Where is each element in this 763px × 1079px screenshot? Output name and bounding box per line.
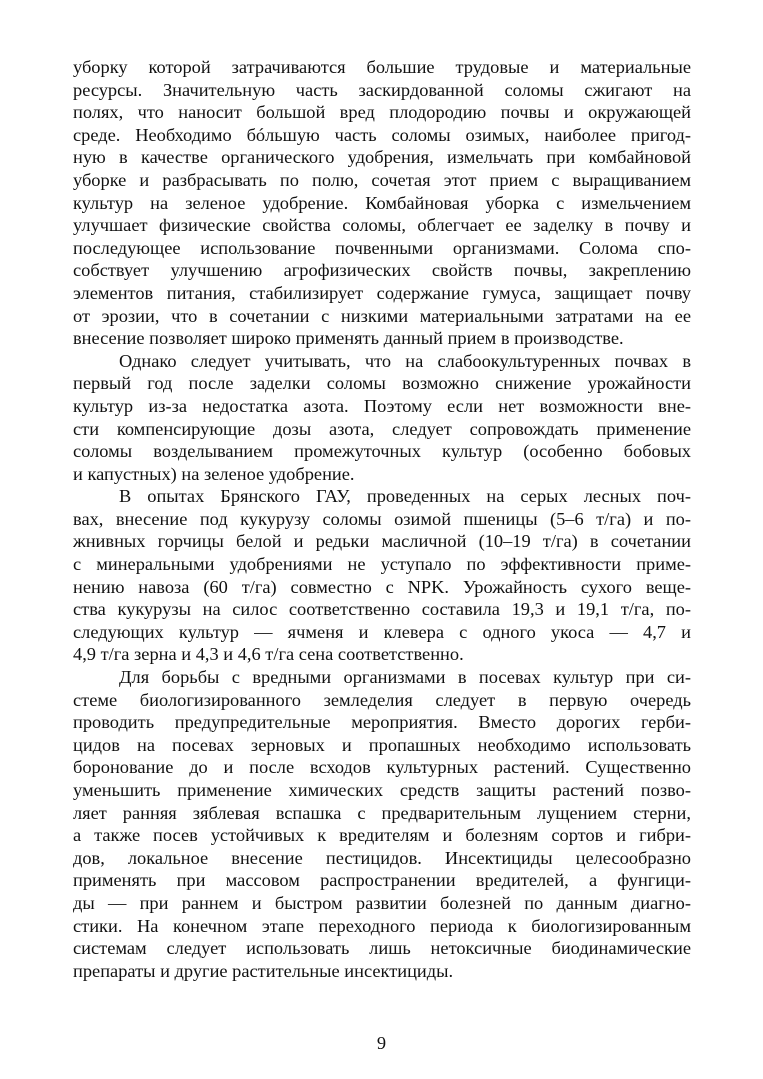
text-line: Однако следует учитывать, что на слабоокультуренных почвах в [119,350,691,371]
text-line: боронование до и после всходов культурных растений. Существенно [73,757,691,778]
text-line: улучшает физические свойства соломы, облегчает ее заделку в почву и [73,215,691,236]
text-line: цидов на посевах зерновых и пропашных необходимо использовать [73,734,691,755]
text-line: собствует улучшению агрофизических свойств почвы, закреплению [73,260,691,281]
text-line: ляет ранняя зяблевая вспашка с предварительным лущением стерни, [73,802,691,823]
text-line: последующее использование почвенными организмами. Солома спо- [73,237,691,258]
paragraph-1 [73,56,691,350]
text-line: системам следует использовать лишь нетоксичные биодинамические [73,938,691,959]
text-line: и капустных) на зеленое удобрение. [73,463,355,484]
text-line: препараты и другие растительные инсектициды. [73,960,454,981]
text-line: 4,9 т/га зерна и 4,3 и 4,6 т/га сена соответственно. [73,644,464,665]
text-line: культур на зеленое удобрение. Комбайновая уборка с измельчением [73,192,691,213]
text-line: стики. На конечном этапе переходного периода к биологизированным [73,915,691,936]
text-line: дов, локальное внесение пестицидов. Инсектициды целесообразно [73,847,691,868]
paragraph-3 [73,485,691,666]
text-line: сти компенсирующие дозы азота, следует сопровождать применение [73,418,691,439]
text-line: следующих культур — ячменя и клевера с одного укоса — 4,7 и [73,621,691,642]
text-line: уменьшить применение химических средств защиты растений позво- [73,780,691,800]
text-line: ды — при раннем и быстром развитии болезней по данным диагно- [73,892,691,913]
text-line: жнивных горчицы белой и редьки масличной (10–19 т/га) в сочетании [73,531,691,552]
page-number: 9 [376,1033,387,1053]
text-line: внесение позволяет широко применять данный прием в производстве. [73,328,624,349]
text-line: вах, внесение под кукурузу соломы озимой пшеницы (5–6 т/га) и по- [73,508,691,529]
text-line: соломы возделыванием промежуточных культур (особенно бобовых [73,441,691,462]
paragraph-2 [73,350,691,486]
page-body [73,56,691,982]
text-line: В опытах Брянского ГАУ, проведенных на серых лесных поч- [119,486,691,507]
text-line: уборку которой затрачиваются большие трудовые и материальные [73,57,691,77]
text-line: среде. Необходимо бóльшую часть соломы озимых, наиболее пригод- [73,124,691,145]
text-line: применять при массовом распространении вредителей, а фунгици- [73,870,691,891]
text-line: ресурсы. Значительную часть заскирдованной соломы сжигают на [73,79,691,100]
text-line: уборке и разбрасывать по полю, сочетая этот прием с выращиванием [73,169,691,190]
text-line: культур из-за недостатка азота. Поэтому если нет возможности вне- [73,395,691,416]
text-line: а также посев устойчивых к вредителям и болезням сортов и гибри- [73,825,691,846]
text-line: ства кукурузы на силос соответственно составила 19,3 и 19,1 т/га, по- [73,599,691,620]
text-line: от эрозии, что в сочетании с низкими материальными затратами на ее [73,305,691,326]
text-line: полях, что наносит большой вред плодородию почвы и окружающей [73,102,691,123]
text-line: Для борьбы с вредными организмами в посевах культур при си- [119,667,691,688]
text-line: ную в качестве органического удобрения, измельчать при комбайновой [73,147,691,168]
text-line: с минеральными удобрениями не уступало по эффективности приме- [73,554,691,575]
text-line: нению навоза (60 т/га) совместно с NPK. Урожайность сухого веще- [73,576,691,597]
text-line: элементов питания, стабилизирует содержание гумуса, защищает почву [73,282,691,303]
text-line: проводить предупредительные мероприятия. Вместо дорогих герби- [73,712,691,733]
text-line: первый год после заделки соломы возможно снижение урожайности [73,373,691,394]
text-line: стеме биологизированного земледелия следует в первую очередь [73,689,691,710]
paragraph-4 [73,666,691,982]
